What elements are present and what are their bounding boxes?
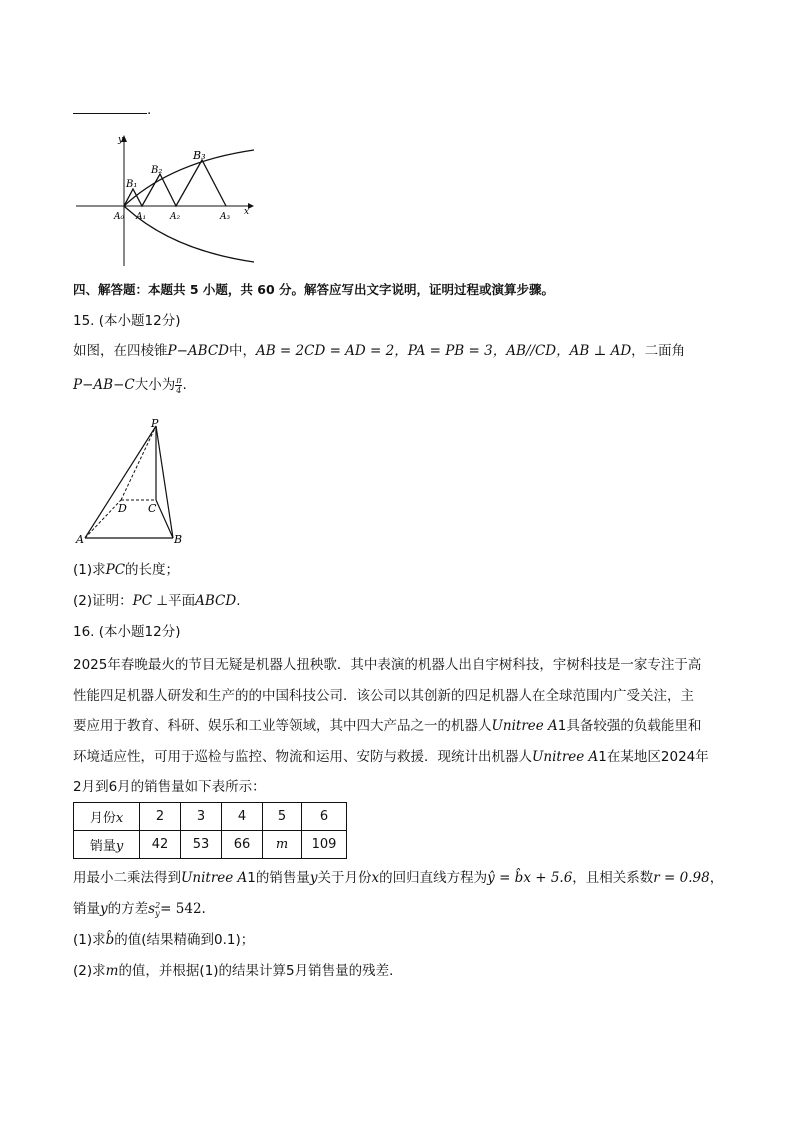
label-A1: A₁ <box>136 212 147 222</box>
label-B3: B₃ <box>193 149 206 162</box>
q16-math-y: y <box>309 870 318 886</box>
sales-table <box>73 802 347 859</box>
q15-math-dihedral: P−AB−C <box>73 377 135 393</box>
q16-math-product: Unitree A <box>181 870 248 886</box>
fraction-numerator: π <box>176 375 182 385</box>
q16-text: 1的销售量 <box>247 870 310 886</box>
q15-line-2 <box>73 375 187 395</box>
q16-text: 用最小二乘法得到 <box>73 870 181 886</box>
label-A3: A₃ <box>220 212 231 222</box>
label-B1: B₁ <box>126 179 138 190</box>
q15-math-pyramid: P−ABCD <box>167 343 229 359</box>
q16-text: ，且相关系数 <box>572 870 654 886</box>
vertex-B: B <box>174 533 183 546</box>
variance-s: s <box>148 901 156 917</box>
table-header-month <box>74 803 140 831</box>
q16-math-m: m <box>105 963 119 979</box>
q15-text: . <box>236 593 241 609</box>
header-var: x <box>115 811 124 826</box>
parabola-triangle-graph <box>72 128 262 268</box>
q16-text: 环境适应性，可用于巡检与监控、物流和运用、安防与救援．现统计出机器人 <box>73 749 532 765</box>
q16-line-1: 2025年春晚最火的节目无疑是机器人扭秧歌．其中表演的机器人出自宇树科技，宇树科技是一家专注于高 <box>73 657 702 673</box>
q15-text: ⊥平面 <box>152 593 196 609</box>
table-header-sales <box>74 831 140 859</box>
q15-text: (2)证明： <box>73 593 133 609</box>
q15-math-ABCD: ABCD <box>195 593 237 609</box>
table-cell: 6 <box>302 803 347 831</box>
variance-symbol <box>148 901 160 917</box>
header-label: 月份 <box>89 811 116 826</box>
vertex-C: C <box>148 502 157 515</box>
q15-part-2 <box>73 591 240 611</box>
q16-math-bhat: b̂ <box>105 932 115 948</box>
q16-math-y: y <box>100 901 108 917</box>
table-cell: 2 <box>140 803 181 831</box>
q16-text: 要应用于教育、科研、娱乐和工业等领域，其中四大产品之一的机器人 <box>73 718 492 734</box>
label-B2: B₂ <box>151 165 163 176</box>
q16-line-2: 性能四足机器人研发和生产的的中国科技公司．该公司以其创新的四足机器人在全球范围内广受关注，主 <box>73 688 694 704</box>
label-A2: A₂ <box>170 212 181 222</box>
q15-text: 大小为 <box>134 377 176 393</box>
q16-text: 关于月份 <box>317 870 372 886</box>
edge-PD <box>121 426 156 500</box>
header-var: y <box>115 839 124 854</box>
q15-line-1 <box>73 341 685 361</box>
blank-period: . <box>147 102 152 118</box>
q16-text: 销量 <box>73 901 100 917</box>
q16-part-1 <box>73 930 254 950</box>
q16-line-4 <box>73 747 709 767</box>
table-cell: 5 <box>263 803 302 831</box>
q15-text: ，二面角 <box>631 343 686 359</box>
correlation-coefficient: r = 0.98 <box>653 870 710 886</box>
q15-math-conditions: AB = 2CD = AD = 2，PA = PB = 3，AB//CD，AB ⊥ AD <box>255 343 632 359</box>
q16-math-product: Unitree A <box>532 749 599 765</box>
q16-line-6 <box>73 868 723 888</box>
regression-equation: ŷ = b̂x + 5.6 <box>487 870 573 886</box>
q16-text: 1具备较强的负载能里和 <box>557 718 702 734</box>
q15-text: (1)求 <box>73 562 106 578</box>
table-cell: 109 <box>302 831 347 859</box>
q16-text: (1)求 <box>73 932 106 948</box>
vertex-D: D <box>118 502 127 515</box>
q15-part-1 <box>73 560 179 580</box>
variance-superscript: 2 <box>155 900 161 910</box>
q16-text: (2)求 <box>73 963 106 979</box>
vertex-A: A <box>76 533 84 546</box>
q15-text: 中， <box>228 343 256 359</box>
q16-math-product: Unitree A <box>491 718 558 734</box>
table-cell: 66 <box>222 831 263 859</box>
table-row-month <box>74 803 347 831</box>
table-cell: 3 <box>181 803 222 831</box>
table-cell: 42 <box>140 831 181 859</box>
q15-math-PC: PC <box>132 593 153 609</box>
x-axis-label: x <box>244 207 250 217</box>
edge-AD <box>85 500 121 538</box>
label-A0: A₀ <box>114 212 125 222</box>
q16-text: ， <box>709 870 724 886</box>
q15-text: 如图，在四棱锥 <box>73 343 168 359</box>
edge-PA <box>85 426 156 538</box>
variance-value: = 542. <box>160 901 206 917</box>
section-4-heading: 四、解答题：本题共 5 小题，共 60 分。解答应写出文字说明，证明过程或演算步骤。 <box>73 282 555 297</box>
q16-text: 的值(结果精确到0.1)； <box>114 932 255 948</box>
q16-line-5: 2月到6月的销售量如下表所示： <box>73 779 266 795</box>
q16-text: 的方差 <box>107 901 149 917</box>
q16-line-7 <box>73 899 206 919</box>
edge-PB <box>156 426 173 538</box>
table-cell: 4 <box>222 803 263 831</box>
fraction-denominator: 4 <box>176 385 182 395</box>
pyramid-figure <box>72 414 190 548</box>
q16-number: 16. (本小题12分) <box>73 624 181 640</box>
variance-subscript: y <box>155 908 160 918</box>
q16-math-x: x <box>371 870 380 886</box>
q15-math-PC: PC <box>105 562 126 578</box>
header-label: 销量 <box>89 839 116 854</box>
table-cell-unknown-m: m <box>263 831 302 859</box>
blank-underline <box>73 103 147 114</box>
q15-text: . <box>182 377 187 393</box>
q16-line-3 <box>73 716 701 736</box>
q15-text: 的长度； <box>125 562 180 578</box>
y-axis-label: y <box>118 135 124 145</box>
q16-text: 的回归直线方程为 <box>379 870 488 886</box>
q16-text: 1在某地区2024年 <box>598 749 709 765</box>
q16-part-2 <box>73 961 403 981</box>
vertex-P: P <box>151 417 159 430</box>
q16-text: 的值，并根据(1)的结果计算5月销售量的残差． <box>118 963 403 979</box>
q15-number: 15. (本小题12分) <box>73 313 181 329</box>
table-row-sales <box>74 831 347 859</box>
triangle-chain <box>124 160 226 206</box>
answer-blank-line <box>73 100 151 120</box>
table-cell: 53 <box>181 831 222 859</box>
